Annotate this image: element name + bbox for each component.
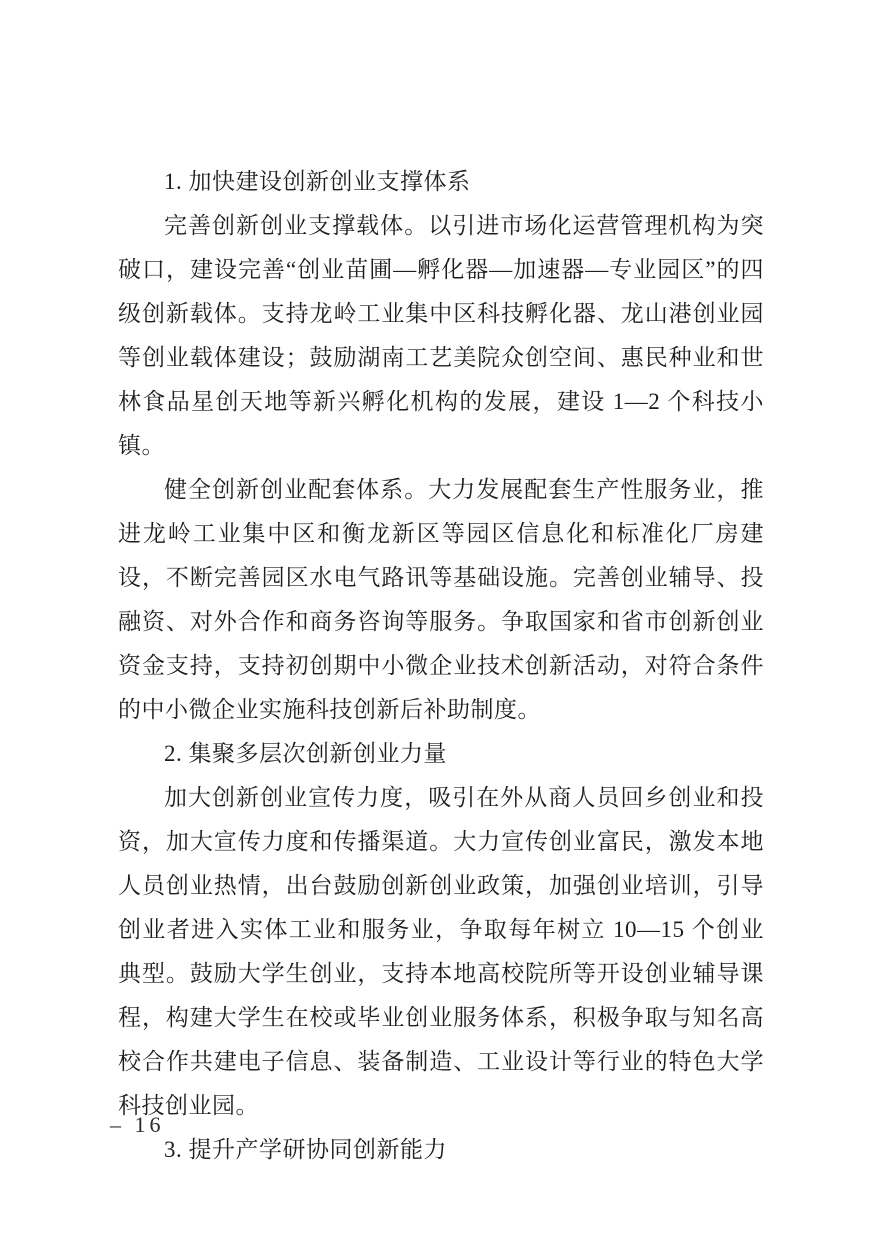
section-heading-1: 1. 加快建设创新创业支撑体系 — [164, 169, 471, 194]
section-heading-2: 2. 集聚多层次创新创业力量 — [164, 741, 447, 766]
paragraph-supporting-system: 健全创新创业配套体系。大力发展配套生产性服务业，推进龙岭工业集中区和衡龙新区等园区信息化和标准化厂房建设，不断完善园区水电气路讯等基础设施。完善创业辅导、投融资、对外合作和商务咨询等服务。争取国家和省市创新创业资金支持，支持初创期中小微企业技术创新活动，对符合条件的中小微企业实施科技创新后补助制度。 — [118, 477, 764, 722]
paragraph-support-carriers: 完善创新创业支撑载体。以引进市场化运营管理机构为突破口，建设完善“创业苗圃—孵化器—加速器—专业园区”的四级创新载体。支持龙岭工业集中区科技孵化器、龙山港创业园等创业载体建设；鼓励湖南工艺美院众创空间、惠民种业和世林食品星创天地等新兴孵化机构的发展，建设 1—2 个科技小镇。 — [118, 213, 764, 458]
section-heading-3: 3. 提升产学研协同创新能力 — [164, 1137, 447, 1162]
page-number: – 16 — [110, 1112, 165, 1137]
paragraph-publicity-and-talent: 加大创新创业宣传力度，吸引在外从商人员回乡创业和投资，加大宣传力度和传播渠道。大力宣传创业富民，激发本地人员创业热情，出台鼓励创新创业政策，加强创业培训，引导创业者进入实体工业和服务业，争取每年树立 10—15 个创业典型。鼓励大学生创业，支持本地高校院所等开设创业辅导课程，构建大学生在校或毕业创业服务体系，积极争取与知名高校合作共建电子信息、装备制造、工业设计等行业的特色大学科技创业园。 — [118, 785, 764, 1118]
document-body — [118, 160, 764, 1172]
